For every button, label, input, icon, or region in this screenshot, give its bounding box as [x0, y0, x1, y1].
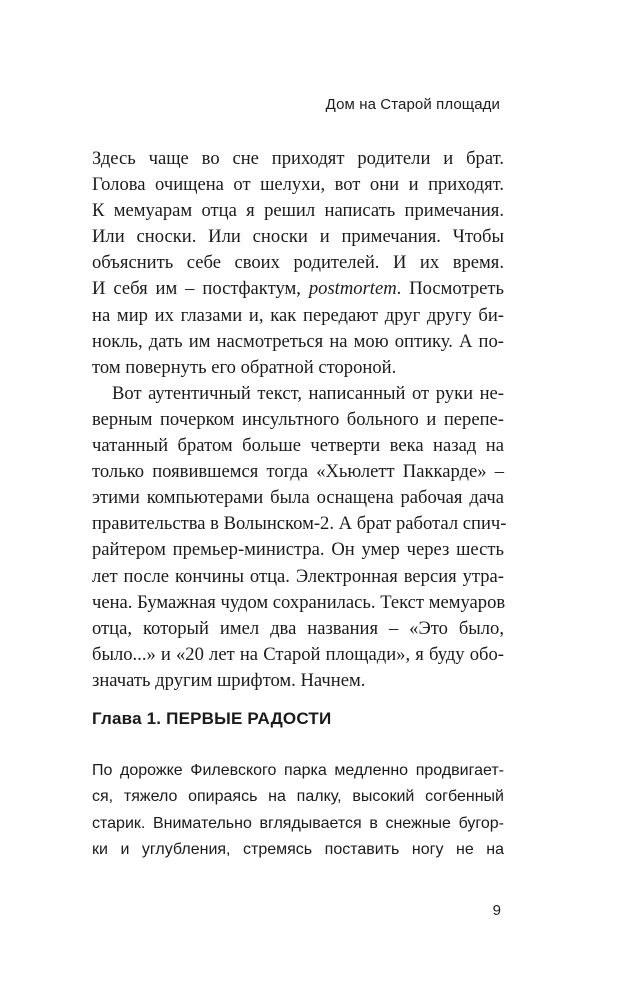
text-line: Голова очищена от шелухи, вот они и приходят. — [92, 174, 504, 196]
text-line: отца, который имел два названия – «Это было, — [92, 617, 504, 639]
text-line: том повернуть его обратной стороной. — [92, 356, 397, 378]
text-line: этими компьютерами была оснащена рабочая дача — [92, 487, 504, 509]
text-line: правительства в Волынском-2. А брат работал спич- — [92, 513, 507, 535]
text-line: значать другим шрифтом. Начнем. — [92, 669, 366, 691]
italic-term: postmortem — [308, 278, 397, 300]
text-line: чатанный братом больше четверти века назад на — [92, 435, 504, 457]
text-line: только появившемся тогда «Хьюлетт Паккарде» – — [92, 461, 504, 483]
text-line: Вот аутентичный текст, написанный от руки не- — [112, 382, 504, 404]
memoir-line: старик. Внимательно вглядывается в снежные бугор- — [92, 814, 504, 832]
text-fragment: И себя им – постфактум, — [92, 278, 301, 300]
text-line — [92, 276, 504, 302]
paragraph-1 — [92, 146, 504, 381]
body-text — [92, 146, 507, 694]
chapter-heading: Глава 1. ПЕРВЫЕ РАДОСТИ — [92, 709, 332, 728]
text-line: на мир их глазами и, как передают друг другу би- — [92, 304, 504, 326]
text-line: нокль, дать им насмотреться на мою оптику. А по- — [92, 330, 504, 352]
text-line: райтером премьер-министра. Он умер через шесть — [92, 539, 504, 561]
memoir-text — [92, 758, 504, 863]
memoir-line: ся, тяжело опираясь на палку, высокий согбенный — [92, 788, 504, 806]
memoir-line: По дорожке Филевского парка медленно продвигает- — [92, 762, 504, 779]
paragraph-2 — [92, 381, 507, 694]
text-line: Или сноски. Или сноски и примечания. Чтобы — [92, 226, 504, 248]
text-line: верным почерком инсультного больного и перепе- — [92, 408, 504, 430]
text-line: чена. Бумажная чудом сохранилась. Текст мемуаров — [92, 591, 506, 613]
text-fragment: . Посмотреть — [396, 278, 504, 300]
text-line: объяснить себе своих родителей. И их время. — [92, 252, 504, 274]
text-line: было...» и «20 лет на Старой площади», я буду обо- — [92, 643, 504, 665]
text-line: Здесь чаще во сне приходят родители и брат. — [92, 148, 504, 169]
page-number: 9 — [492, 902, 501, 919]
running-header: Дом на Старой площади — [325, 96, 500, 113]
memoir-line: ки и углубления, стремясь поставить ногу не на — [92, 840, 504, 858]
text-line: лет после кончины отца. Электронная версия утра- — [92, 565, 504, 587]
text-line: К мемуарам отца я решил написать примечания. — [92, 200, 504, 222]
